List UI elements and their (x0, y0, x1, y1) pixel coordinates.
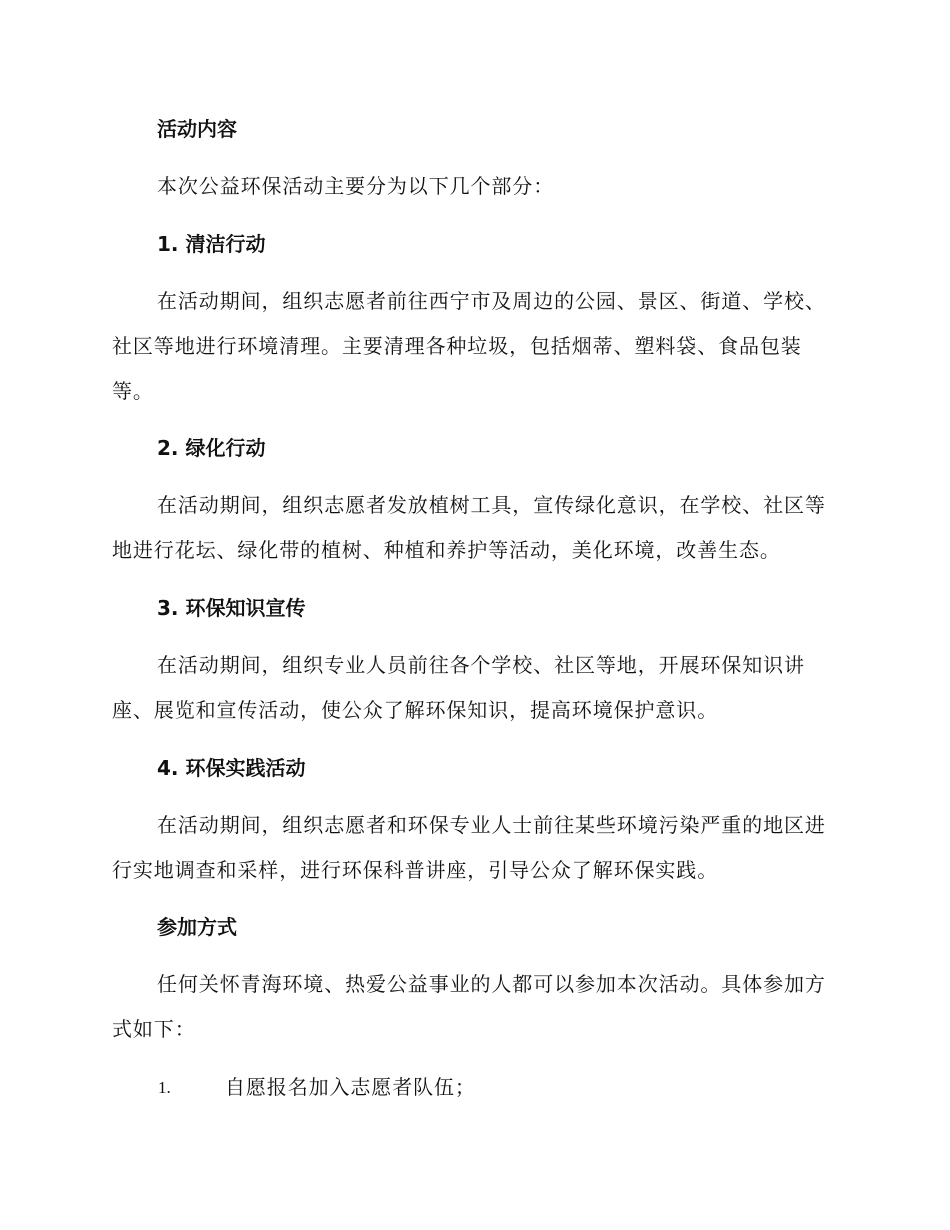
item-3-heading: 3. 环保知识宣传 (157, 596, 306, 620)
item-3-paragraph: 在活动期间，组织专业人员前往各个学校、社区等地，开展环保知识讲座、展览和宣传活动，使公众了解环保知识，提高环境保护意识。 (112, 653, 805, 722)
item-1-heading: 1. 清洁行动 (157, 232, 266, 256)
item-1-paragraph: 在活动期间，组织志愿者前往西宁市及周边的公园、景区、街道、学校、社区等地进行环境清理。主要清理各种垃圾，包括烟蒂、塑料袋、食品包装等。 (112, 289, 826, 403)
item-4-paragraph: 在活动期间，组织志愿者和环保专业人士前往某些环境污染严重的地区进行实地调查和采样，进行环保科普讲座，引导公众了解环保实践。 (112, 813, 826, 882)
list-item-1-number: 1. (158, 1078, 171, 1097)
activity-intro-text: 本次公益环保活动主要分为以下几个部分： (157, 174, 555, 198)
join-paragraph: 任何关怀青海环境、热爱公益事业的人都可以参加本次活动。具体参加方式如下： (112, 972, 826, 1041)
item-2-heading: 2. 绿化行动 (157, 436, 266, 460)
section-heading-join: 参加方式 (157, 915, 237, 939)
list-item-1-text: 自愿报名加入志愿者队伍； (225, 1075, 476, 1099)
item-4-heading: 4. 环保实践活动 (157, 756, 306, 780)
item-2-paragraph: 在活动期间，组织志愿者发放植树工具，宣传绿化意识，在学校、社区等地进行花坛、绿化带的植树、种植和养护等活动，美化环境，改善生态。 (112, 493, 826, 562)
section-heading-activity: 活动内容 (157, 117, 237, 141)
